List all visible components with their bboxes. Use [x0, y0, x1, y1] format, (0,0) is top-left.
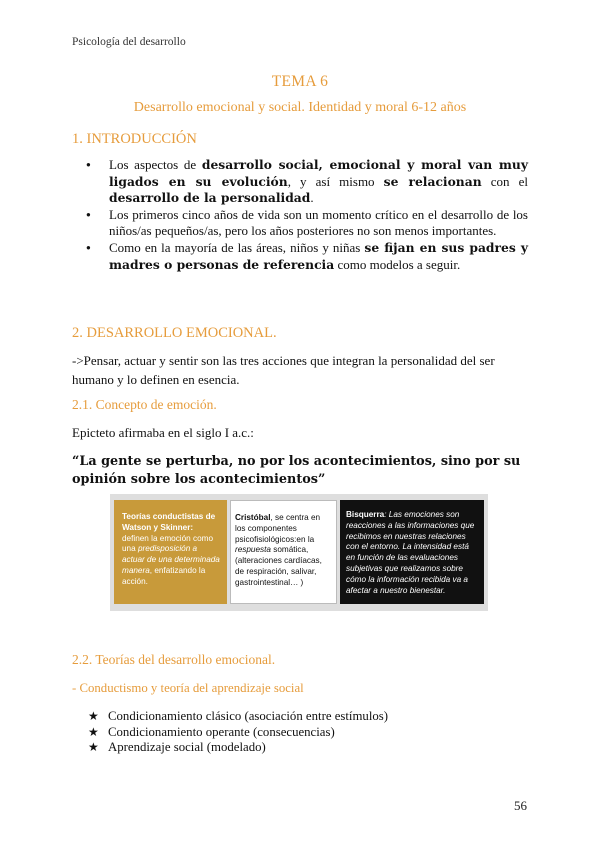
running-header: Psicología del desarrollo — [72, 36, 186, 48]
bullet-item — [82, 207, 528, 240]
bullet-item — [82, 240, 528, 273]
subsection-heading-teorias: 2.2. Teorías del desarrollo emocional. — [72, 652, 276, 667]
star-bullet-icon: ★ — [88, 709, 99, 723]
bullet-text: Los aspectos de desarrollo social, emocional y moral van muy ligados en su evolución, y así mismo se relacionan con el desarrollo de la personalidad. — [109, 157, 529, 206]
epicteto-line: Epicteto afirmaba en el siglo I a.c.: — [72, 425, 254, 440]
theory-box-conductistas: Teorías conductistas de Watson y Skinner: definen la emoción como una predisposición a actuar de una determinada manera, enfatizando la acción. — [114, 500, 227, 604]
section-heading-introduccion: 1. INTRODUCCIÓN — [72, 131, 197, 147]
list-item: ★ Aprendizaje social (modelado) — [88, 740, 266, 755]
chapter-subtitle: Desarrollo emocional y social. Identidad y moral 6-12 años — [133, 100, 467, 115]
section-intro-paragraph: ->Pensar, actuar y sentir son las tres acciones que integran la personalidad del ser humano y lo definen en esencia. — [72, 353, 495, 387]
chapter-title: TEMA 6 — [271, 73, 329, 90]
star-bullet-icon: ★ — [88, 740, 99, 755]
list-item: ★ Condicionamiento operante (consecuencias) — [88, 724, 335, 739]
theory-box-bisquerra: Bisquerra: Las emociones son reacciones a las informaciones que recibimos en nuestras relaciones con el entorno. La intensidad está en función de las evaluaciones subjetivas que realizamos sobre cómo la información recibida va a afectar a nuestro bienestar. — [340, 500, 484, 604]
emotion-theories-figure — [110, 494, 488, 611]
bullet-text: Como en la mayoría de las áreas, niños y niñas se fijan en sus padres y madres o personas de referencia como modelos a seguir. — [109, 239, 528, 272]
page-number: 56 — [514, 798, 527, 813]
subheading-conductismo: - Conductismo y teoría del aprendizaje social — [72, 681, 304, 695]
section-heading-desarrollo-emocional: 2. DESARROLLO EMOCIONAL. — [72, 325, 277, 341]
epicteto-quote: “La gente se perturba, no por los acontecimientos, sino por su opinión sobre los acontecimientos” — [72, 454, 521, 487]
bullet-text: Los primeros cinco años de vida son un momento crítico en el desarrollo de los niños/as pequeños/as, pero los años posteriores no son menos importantes. — [109, 206, 528, 239]
introduction-bullet-list — [82, 157, 528, 273]
theory-box-cristobal: Cristóbal, se centra en los componentes psicofisiológicos:en la respuesta somática, (alteraciones cardíacas, de respiración, salivar, gastrointestinal… ) — [230, 500, 337, 604]
subsection-heading-concepto-emocion: 2.1. Concepto de emoción. — [72, 397, 217, 412]
bullet-item — [82, 157, 528, 207]
star-bullet-icon: ★ — [88, 724, 99, 739]
learning-types-list — [88, 709, 388, 756]
list-item: ★ Condicionamiento clásico (asociación entre estímulos) — [88, 709, 389, 723]
